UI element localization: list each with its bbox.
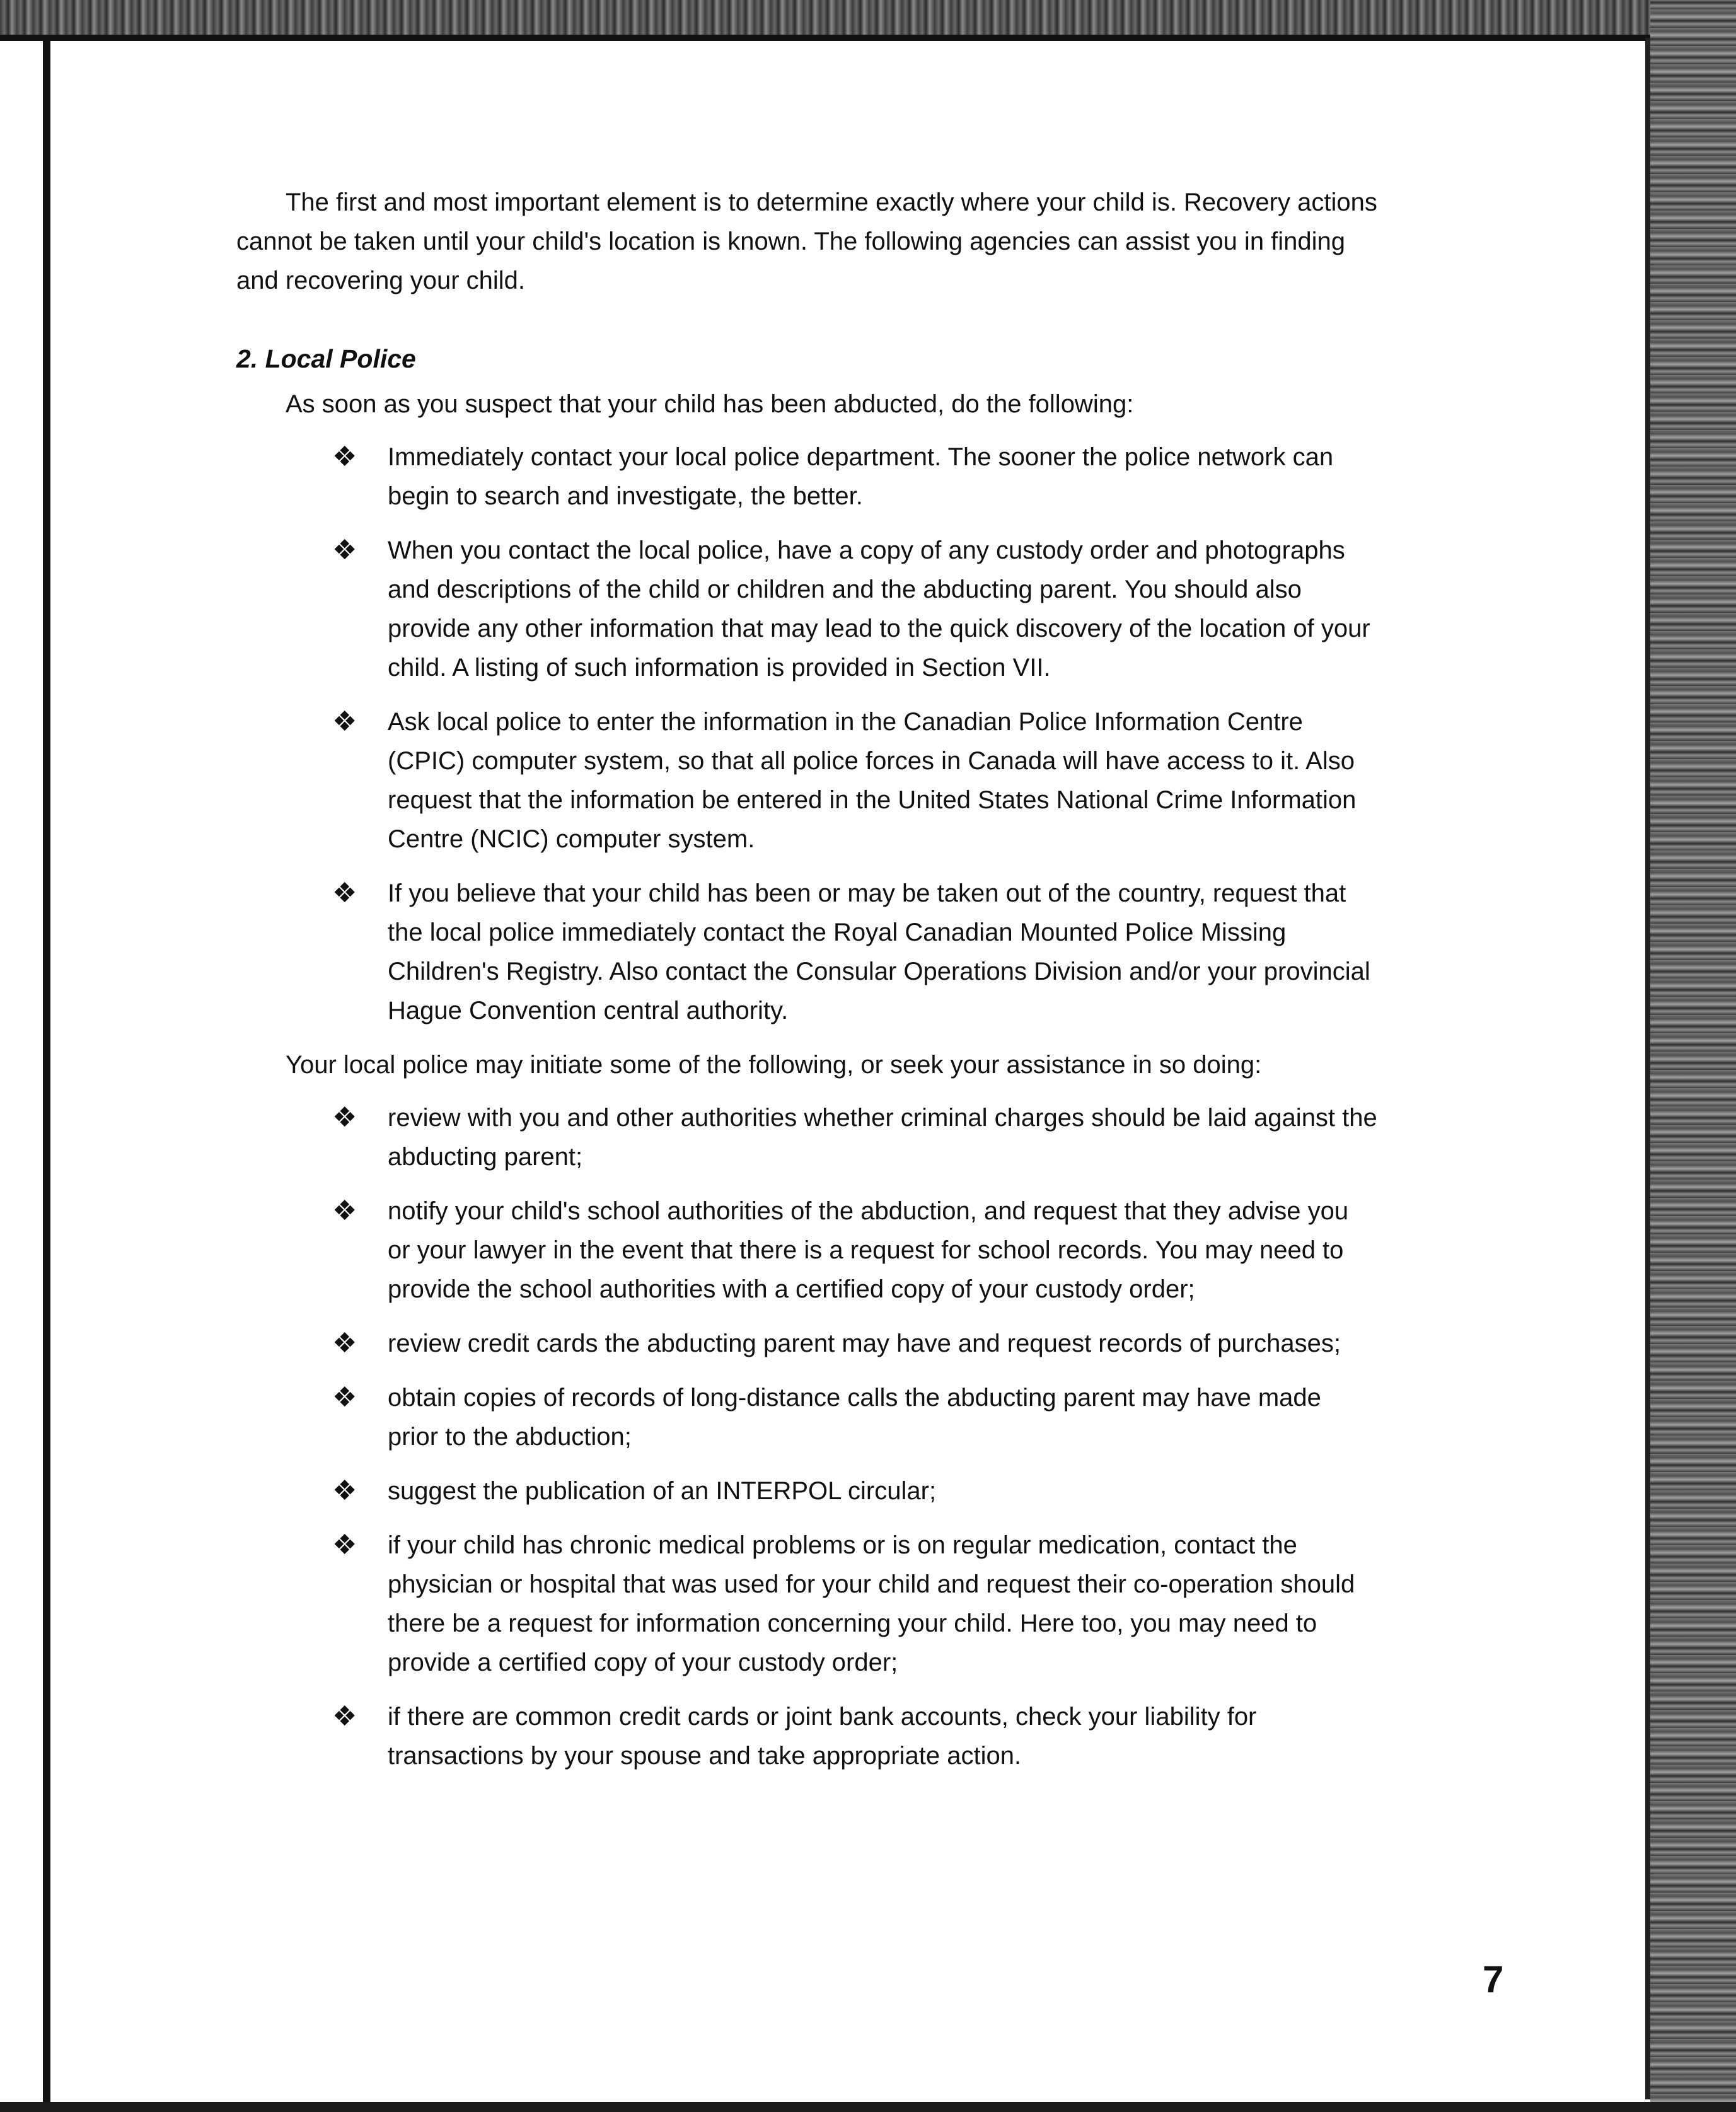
police-initiatives-list (236, 1098, 1377, 1775)
diamond-bullet-icon: ❖ (332, 1475, 357, 1507)
section-heading: 2. Local Police (236, 344, 416, 373)
intro-paragraph: The first and most important element is to determine exactly where your child is. Recovery actions cannot be taken until your child's location is known. The following agencies can assist you in finding and recovering your child. (236, 189, 1377, 294)
list-item (236, 1697, 1377, 1775)
diamond-bullet-icon: ❖ (332, 1195, 357, 1227)
scan-right-edge (1645, 38, 1650, 2099)
scan-top-edge (0, 35, 1664, 41)
list-item (236, 1471, 1377, 1511)
list-item (236, 1378, 1377, 1456)
list-item-text: if your child has chronic medical problems or is on regular medication, contact the physician or hospital that was used for your child and request their co-operation should there be a request for information concerning your child. Here too, you may need to provide a certified copy of your custody order; (388, 1531, 1355, 1676)
diamond-bullet-icon: ❖ (332, 1327, 357, 1359)
list-item-text: When you contact the local police, have a copy of any custody order and photographs and descriptions of the child or children and the abducting parent. You should also provide any other information that may lead to the quick discovery of the location of your child. A listing of such information is provided in Section VII. (388, 537, 1370, 682)
document-page (236, 183, 1377, 1790)
lead-paragraph-2: Your local police may initiate some of the following, or seek your assistance in so doing: (286, 1051, 1262, 1079)
list-item-text: if there are common credit cards or joint bank accounts, check your liability for transactions by your spouse and take appropriate action. (388, 1703, 1257, 1770)
scan-top-border (0, 0, 1736, 39)
list-item-text: If you believe that your child has been or may be taken out of the country, request that the local police immediately contact the Royal Canadian Mounted Police Missing Children's Registry. Also contact the Consular Operations Division and/or your provincial Hague Convention central authority. (388, 879, 1370, 1024)
lead-paragraph-1: As soon as you suspect that your child has been abducted, do the following: (286, 390, 1134, 418)
list-item-text: suggest the publication of an INTERPOL circular; (388, 1477, 937, 1505)
list-item (236, 438, 1377, 516)
diamond-bullet-icon: ❖ (332, 705, 357, 738)
diamond-bullet-icon: ❖ (332, 1529, 357, 1561)
list-item (236, 702, 1377, 859)
list-item (236, 1324, 1377, 1363)
list-item-text: review with you and other authorities whether criminal charges should be laid against the abducting parent; (388, 1104, 1377, 1171)
list-item-text: notify your child's school authorities of the abduction, and request that they advise you or your lawyer in the event that there is a request for school records. You may need to provide the school authorities with a certified copy of your custody order; (388, 1197, 1349, 1303)
list-item-text: Ask local police to enter the information in the Canadian Police Information Centre (CPIC) computer system, so that all police forces in Canada will have access to it. Also request that the information be entered in the United States National Crime Information Centre (NCIC) computer system. (388, 708, 1357, 853)
page-number: 7 (1483, 1958, 1504, 2000)
list-item-text: Immediately contact your local police department. The sooner the police network can begin to search and investigate, the better. (388, 443, 1334, 510)
scan-bottom-border (0, 2102, 1736, 2112)
list-item (236, 531, 1377, 687)
list-item-text: review credit cards the abducting parent may have and request records of purchases; (388, 1330, 1341, 1357)
scan-right-border (1650, 0, 1736, 2112)
action-list (236, 438, 1377, 1030)
diamond-bullet-icon: ❖ (332, 1101, 357, 1134)
list-item (236, 1098, 1377, 1176)
list-item (236, 874, 1377, 1030)
diamond-bullet-icon: ❖ (332, 441, 357, 473)
diamond-bullet-icon: ❖ (332, 534, 357, 566)
list-item (236, 1192, 1377, 1309)
list-item-text: obtain copies of records of long-distance calls the abducting parent may have made prior to the abduction; (388, 1384, 1321, 1451)
scan-left-edge (43, 37, 50, 2112)
list-item (236, 1526, 1377, 1682)
diamond-bullet-icon: ❖ (332, 877, 357, 909)
diamond-bullet-icon: ❖ (332, 1381, 357, 1413)
diamond-bullet-icon: ❖ (332, 1700, 357, 1732)
